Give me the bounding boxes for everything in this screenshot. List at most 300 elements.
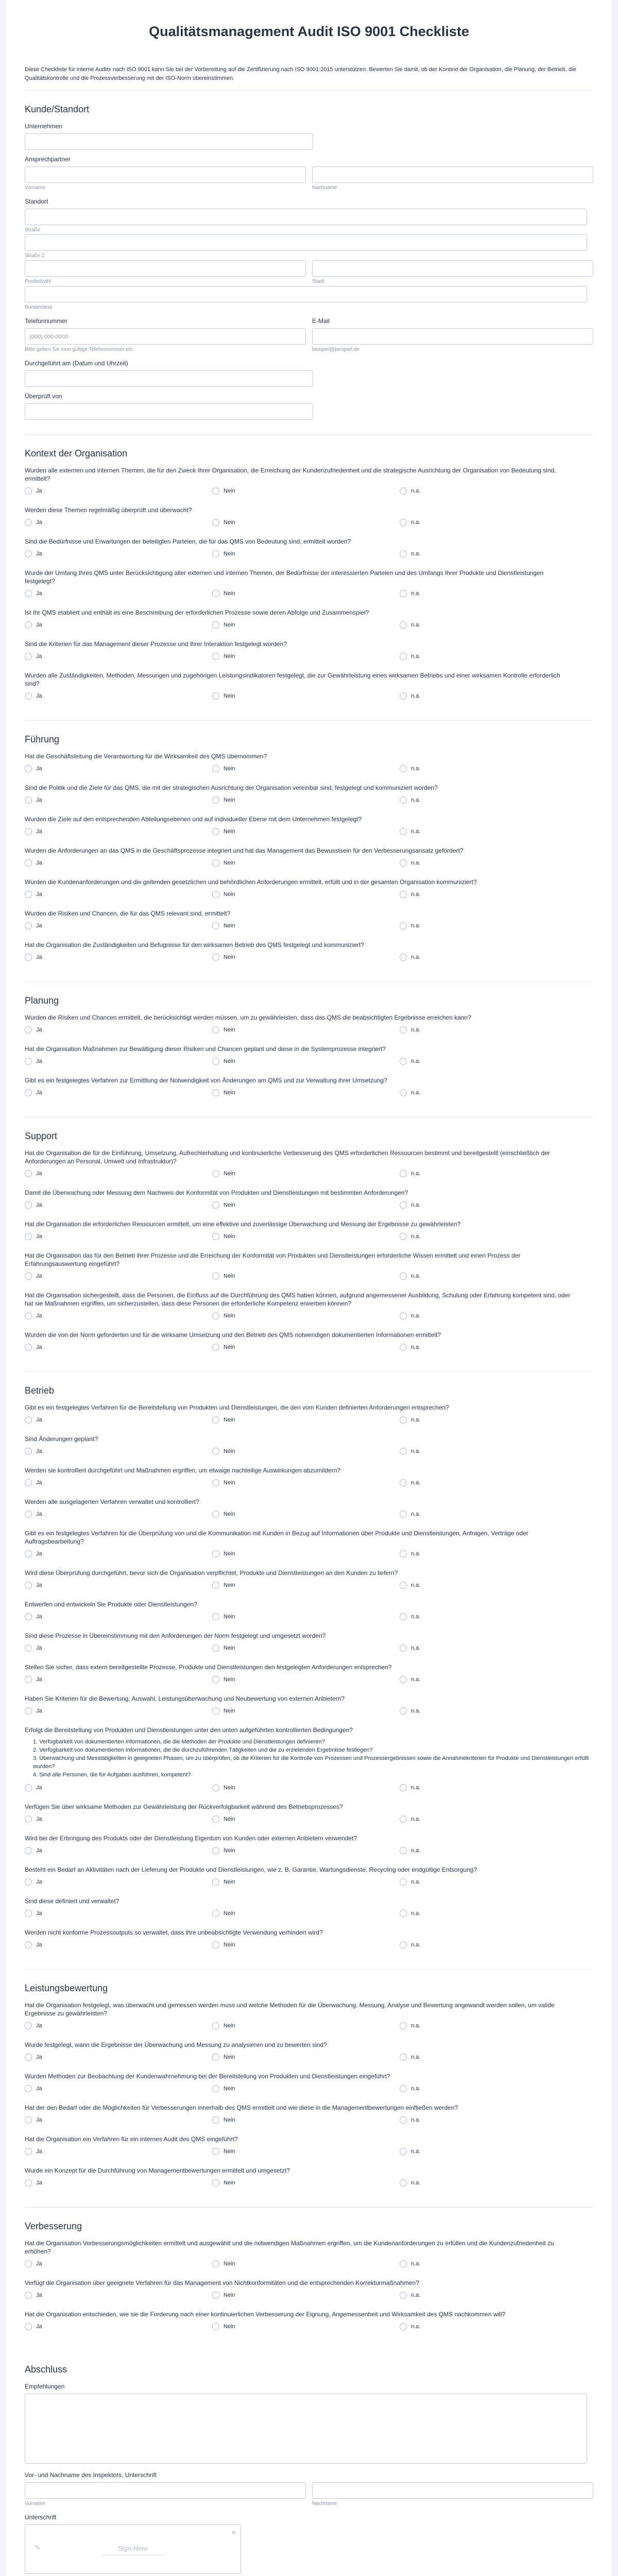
radio-option[interactable] [212, 1511, 400, 1518]
radio-circle[interactable] [400, 1416, 407, 1423]
radio-option[interactable] [25, 1910, 212, 1917]
company-input[interactable] [25, 133, 313, 150]
radio-circle[interactable] [212, 891, 219, 898]
radio-circle[interactable] [400, 1676, 407, 1683]
radio-option[interactable] [25, 954, 212, 961]
radio-circle[interactable] [400, 1089, 407, 1096]
radio-circle[interactable] [212, 2022, 219, 2029]
radio-circle[interactable] [25, 1613, 32, 1620]
radio-option[interactable] [400, 1707, 587, 1715]
radio-option[interactable] [400, 1170, 587, 1177]
radio-circle[interactable] [25, 1816, 32, 1823]
radio-option[interactable] [212, 2260, 400, 2267]
radio-option[interactable] [400, 765, 587, 772]
radio-circle[interactable] [212, 1026, 219, 1033]
radio-option[interactable] [25, 2323, 212, 2330]
radio-circle[interactable] [400, 2260, 407, 2267]
radio-circle[interactable] [400, 1511, 407, 1518]
signature-pad[interactable] [25, 2524, 241, 2574]
radio-circle[interactable] [212, 550, 219, 557]
radio-circle[interactable] [25, 1878, 32, 1886]
radio-option[interactable] [400, 2022, 587, 2029]
radio-option[interactable] [400, 1910, 587, 1917]
radio-option[interactable] [25, 1344, 212, 1351]
radio-circle[interactable] [25, 1550, 32, 1557]
radio-circle[interactable] [25, 519, 32, 526]
radio-circle[interactable] [400, 2179, 407, 2187]
radio-option[interactable] [212, 1273, 400, 1280]
radio-circle[interactable] [212, 2148, 219, 2155]
radio-option[interactable] [212, 1645, 400, 1652]
radio-circle[interactable] [25, 1645, 32, 1652]
radio-option[interactable] [212, 1582, 400, 1589]
radio-option[interactable] [212, 796, 400, 804]
radio-option[interactable] [212, 653, 400, 660]
radio-circle[interactable] [25, 1448, 32, 1455]
radio-option[interactable] [212, 1344, 400, 1351]
inspector-first-name-input[interactable] [25, 2482, 306, 2499]
radio-option[interactable] [400, 653, 587, 660]
radio-option[interactable] [400, 1089, 587, 1096]
radio-circle[interactable] [400, 2116, 407, 2124]
radio-circle[interactable] [212, 1273, 219, 1280]
radio-circle[interactable] [25, 2116, 32, 2124]
radio-option[interactable] [400, 1479, 587, 1486]
radio-circle[interactable] [212, 2292, 219, 2299]
radio-option[interactable] [25, 1784, 212, 1791]
radio-circle[interactable] [25, 1058, 32, 1065]
radio-option[interactable] [25, 1089, 212, 1096]
street2-input[interactable] [25, 234, 587, 251]
radio-option[interactable] [212, 1847, 400, 1854]
radio-circle[interactable] [400, 653, 407, 660]
radio-option[interactable] [25, 2022, 212, 2029]
radio-option[interactable] [25, 621, 212, 629]
radio-circle[interactable] [212, 828, 219, 835]
radio-circle[interactable] [212, 621, 219, 629]
radio-circle[interactable] [25, 2085, 32, 2092]
radio-circle[interactable] [400, 954, 407, 961]
radio-option[interactable] [25, 692, 212, 700]
radio-circle[interactable] [212, 1784, 219, 1791]
radio-option[interactable] [212, 765, 400, 772]
radio-circle[interactable] [400, 1170, 407, 1177]
radio-option[interactable] [25, 1676, 212, 1683]
radio-circle[interactable] [400, 590, 407, 597]
radio-circle[interactable] [25, 2054, 32, 2061]
radio-option[interactable] [25, 1645, 212, 1652]
radio-option[interactable] [400, 1511, 587, 1518]
radio-circle[interactable] [400, 1582, 407, 1589]
radio-circle[interactable] [212, 1847, 219, 1854]
audit-date-input[interactable] [25, 370, 313, 387]
radio-circle[interactable] [212, 1941, 219, 1948]
radio-option[interactable] [212, 1941, 400, 1948]
radio-option[interactable] [400, 859, 587, 867]
radio-circle[interactable] [400, 891, 407, 898]
radio-circle[interactable] [212, 2179, 219, 2187]
radio-option[interactable] [400, 1676, 587, 1683]
radio-option[interactable] [400, 1026, 587, 1033]
radio-option[interactable] [25, 1479, 212, 1486]
radio-option[interactable] [400, 891, 587, 898]
radio-circle[interactable] [212, 2085, 219, 2092]
radio-circle[interactable] [25, 1233, 32, 1240]
radio-circle[interactable] [212, 954, 219, 961]
radio-circle[interactable] [25, 2179, 32, 2187]
audit-by-input[interactable] [25, 403, 313, 420]
radio-circle[interactable] [212, 1089, 219, 1096]
radio-circle[interactable] [400, 1233, 407, 1240]
radio-option[interactable] [212, 1707, 400, 1715]
radio-option[interactable] [400, 2148, 587, 2155]
radio-option[interactable] [400, 1233, 587, 1240]
radio-option[interactable] [400, 1273, 587, 1280]
radio-option[interactable] [212, 1170, 400, 1177]
radio-circle[interactable] [25, 1511, 32, 1518]
radio-circle[interactable] [25, 1416, 32, 1423]
radio-option[interactable] [212, 2179, 400, 2187]
radio-circle[interactable] [212, 1479, 219, 1486]
radio-circle[interactable] [25, 2323, 32, 2330]
radio-option[interactable] [400, 922, 587, 929]
radio-circle[interactable] [400, 519, 407, 526]
radio-circle[interactable] [25, 1847, 32, 1854]
radio-circle[interactable] [25, 1582, 32, 1589]
radio-circle[interactable] [400, 1273, 407, 1280]
radio-circle[interactable] [212, 2054, 219, 2061]
radio-circle[interactable] [400, 765, 407, 772]
radio-circle[interactable] [212, 1170, 219, 1177]
radio-option[interactable] [212, 2022, 400, 2029]
radio-option[interactable] [25, 922, 212, 929]
radio-circle[interactable] [212, 859, 219, 867]
radio-option[interactable] [212, 922, 400, 929]
radio-circle[interactable] [400, 1816, 407, 1823]
radio-circle[interactable] [400, 487, 407, 495]
radio-option[interactable] [212, 1784, 400, 1791]
radio-option[interactable] [25, 1416, 212, 1423]
radio-option[interactable] [400, 487, 587, 495]
radio-option[interactable] [212, 621, 400, 629]
radio-circle[interactable] [212, 1550, 219, 1557]
radio-circle[interactable] [25, 1676, 32, 1683]
radio-option[interactable] [25, 828, 212, 835]
radio-circle[interactable] [400, 1479, 407, 1486]
radio-option[interactable] [400, 1448, 587, 1455]
radio-circle[interactable] [212, 653, 219, 660]
radio-option[interactable] [400, 2085, 587, 2092]
radio-circle[interactable] [25, 1089, 32, 1096]
radio-option[interactable] [400, 692, 587, 700]
radio-option[interactable] [25, 2292, 212, 2299]
radio-option[interactable] [25, 1816, 212, 1823]
radio-option[interactable] [212, 1676, 400, 1683]
radio-circle[interactable] [25, 1201, 32, 1209]
radio-circle[interactable] [25, 954, 32, 961]
radio-circle[interactable] [400, 1058, 407, 1065]
radio-circle[interactable] [212, 1233, 219, 1240]
radio-option[interactable] [25, 2054, 212, 2061]
radio-option[interactable] [400, 519, 587, 526]
radio-option[interactable] [400, 2323, 587, 2330]
radio-option[interactable] [400, 828, 587, 835]
radio-circle[interactable] [25, 550, 32, 557]
street-input[interactable] [25, 209, 587, 225]
radio-option[interactable] [25, 590, 212, 597]
radio-option[interactable] [212, 519, 400, 526]
radio-circle[interactable] [25, 1707, 32, 1715]
radio-option[interactable] [212, 1089, 400, 1096]
radio-circle[interactable] [400, 2022, 407, 2029]
radio-option[interactable] [400, 621, 587, 629]
recommendations-textarea[interactable] [25, 2394, 587, 2464]
radio-circle[interactable] [400, 1448, 407, 1455]
radio-circle[interactable] [212, 796, 219, 804]
radio-circle[interactable] [400, 922, 407, 929]
radio-circle[interactable] [400, 1312, 407, 1319]
radio-option[interactable] [25, 1233, 212, 1240]
radio-option[interactable] [400, 1847, 587, 1854]
radio-circle[interactable] [212, 1511, 219, 1518]
radio-circle[interactable] [400, 796, 407, 804]
radio-option[interactable] [212, 954, 400, 961]
radio-option[interactable] [212, 692, 400, 700]
radio-option[interactable] [212, 2085, 400, 2092]
radio-option[interactable] [25, 1941, 212, 1948]
radio-option[interactable] [400, 2054, 587, 2061]
radio-option[interactable] [25, 765, 212, 772]
radio-circle[interactable] [25, 2148, 32, 2155]
radio-option[interactable] [212, 487, 400, 495]
radio-option[interactable] [400, 590, 587, 597]
radio-circle[interactable] [400, 2292, 407, 2299]
radio-option[interactable] [212, 1233, 400, 1240]
radio-option[interactable] [400, 954, 587, 961]
radio-circle[interactable] [212, 1676, 219, 1683]
radio-circle[interactable] [400, 1613, 407, 1620]
radio-circle[interactable] [212, 1878, 219, 1886]
radio-option[interactable] [25, 1613, 212, 1620]
radio-option[interactable] [25, 2148, 212, 2155]
radio-circle[interactable] [400, 692, 407, 700]
radio-circle[interactable] [400, 621, 407, 629]
zip-input[interactable] [25, 260, 306, 277]
radio-option[interactable] [212, 828, 400, 835]
radio-option[interactable] [25, 1550, 212, 1557]
radio-circle[interactable] [400, 2148, 407, 2155]
radio-circle[interactable] [400, 1878, 407, 1886]
radio-option[interactable] [25, 1582, 212, 1589]
radio-option[interactable] [25, 891, 212, 898]
radio-circle[interactable] [400, 1026, 407, 1033]
radio-circle[interactable] [25, 621, 32, 629]
radio-option[interactable] [25, 1448, 212, 1455]
radio-option[interactable] [400, 1058, 587, 1065]
email-input[interactable] [312, 328, 593, 345]
radio-circle[interactable] [25, 765, 32, 772]
radio-circle[interactable] [400, 1550, 407, 1557]
radio-option[interactable] [400, 1816, 587, 1823]
radio-circle[interactable] [25, 653, 32, 660]
radio-circle[interactable] [212, 1645, 219, 1652]
radio-circle[interactable] [400, 1344, 407, 1351]
radio-option[interactable] [25, 1707, 212, 1715]
radio-option[interactable] [212, 1312, 400, 1319]
radio-option[interactable] [400, 1312, 587, 1319]
radio-option[interactable] [25, 1847, 212, 1854]
radio-option[interactable] [212, 590, 400, 597]
inspector-last-name-input[interactable] [312, 2482, 593, 2499]
radio-option[interactable] [212, 1550, 400, 1557]
radio-option[interactable] [212, 1479, 400, 1486]
radio-circle[interactable] [400, 828, 407, 835]
radio-option[interactable] [25, 519, 212, 526]
city-input[interactable] [312, 260, 593, 277]
radio-circle[interactable] [25, 487, 32, 495]
radio-circle[interactable] [25, 2260, 32, 2267]
radio-circle[interactable] [400, 2054, 407, 2061]
radio-option[interactable] [25, 1878, 212, 1886]
radio-option[interactable] [400, 1550, 587, 1557]
radio-circle[interactable] [212, 487, 219, 495]
radio-circle[interactable] [212, 1416, 219, 1423]
radio-option[interactable] [400, 1941, 587, 1948]
radio-circle[interactable] [25, 692, 32, 700]
radio-circle[interactable] [25, 590, 32, 597]
radio-circle[interactable] [400, 1645, 407, 1652]
radio-circle[interactable] [25, 2292, 32, 2299]
radio-circle[interactable] [25, 1026, 32, 1033]
radio-option[interactable] [400, 550, 587, 557]
radio-option[interactable] [25, 796, 212, 804]
radio-circle[interactable] [25, 1344, 32, 1351]
radio-circle[interactable] [212, 922, 219, 929]
radio-circle[interactable] [25, 1273, 32, 1280]
radio-circle[interactable] [25, 1479, 32, 1486]
radio-circle[interactable] [212, 2260, 219, 2267]
radio-circle[interactable] [25, 859, 32, 867]
radio-circle[interactable] [212, 590, 219, 597]
radio-circle[interactable] [212, 1344, 219, 1351]
radio-option[interactable] [400, 2179, 587, 2187]
radio-circle[interactable] [212, 1058, 219, 1065]
radio-option[interactable] [400, 1416, 587, 1423]
radio-option[interactable] [212, 1448, 400, 1455]
radio-circle[interactable] [400, 1201, 407, 1209]
first-name-input[interactable] [25, 166, 306, 183]
radio-circle[interactable] [400, 1910, 407, 1917]
radio-option[interactable] [212, 2116, 400, 2124]
phone-input[interactable]: (000) 000-0000 [25, 328, 306, 345]
radio-circle[interactable] [400, 1784, 407, 1791]
last-name-input[interactable] [312, 166, 593, 183]
radio-option[interactable] [212, 1201, 400, 1209]
radio-option[interactable] [212, 859, 400, 867]
radio-option[interactable] [25, 1058, 212, 1065]
radio-option[interactable] [25, 1312, 212, 1319]
radio-option[interactable] [400, 1878, 587, 1886]
radio-option[interactable] [212, 1878, 400, 1886]
radio-circle[interactable] [212, 1613, 219, 1620]
radio-option[interactable] [25, 487, 212, 495]
radio-option[interactable] [212, 1613, 400, 1620]
radio-option[interactable] [400, 1645, 587, 1652]
radio-option[interactable] [212, 1416, 400, 1423]
radio-option[interactable] [400, 1582, 587, 1589]
radio-circle[interactable] [212, 1816, 219, 1823]
radio-option[interactable] [400, 2292, 587, 2299]
radio-circle[interactable] [212, 1910, 219, 1917]
radio-option[interactable] [212, 1058, 400, 1065]
radio-option[interactable] [25, 1511, 212, 1518]
radio-option[interactable] [400, 1613, 587, 1620]
clear-icon[interactable]: ✕ [231, 2529, 236, 2536]
radio-option[interactable] [25, 2116, 212, 2124]
radio-option[interactable] [25, 1273, 212, 1280]
radio-option[interactable] [212, 2054, 400, 2061]
radio-option[interactable] [400, 1344, 587, 1351]
radio-option[interactable] [212, 1910, 400, 1917]
radio-circle[interactable] [212, 692, 219, 700]
radio-option[interactable] [400, 1784, 587, 1791]
radio-circle[interactable] [400, 1941, 407, 1948]
radio-option[interactable] [400, 2260, 587, 2267]
radio-option[interactable] [212, 2323, 400, 2330]
radio-circle[interactable] [25, 922, 32, 929]
radio-circle[interactable] [212, 519, 219, 526]
radio-circle[interactable] [212, 1312, 219, 1319]
radio-circle[interactable] [212, 1448, 219, 1455]
radio-circle[interactable] [25, 1170, 32, 1177]
radio-option[interactable] [25, 550, 212, 557]
radio-circle[interactable] [25, 1941, 32, 1948]
radio-option[interactable] [400, 2116, 587, 2124]
radio-circle[interactable] [25, 1910, 32, 1917]
radio-option[interactable] [212, 891, 400, 898]
radio-option[interactable] [25, 653, 212, 660]
radio-circle[interactable] [212, 1707, 219, 1715]
radio-option[interactable] [25, 2179, 212, 2187]
radio-option[interactable] [25, 2085, 212, 2092]
radio-circle[interactable] [400, 1847, 407, 1854]
radio-option[interactable] [212, 1026, 400, 1033]
radio-option[interactable] [25, 859, 212, 867]
radio-circle[interactable] [212, 2116, 219, 2124]
radio-circle[interactable] [212, 1582, 219, 1589]
radio-circle[interactable] [400, 2323, 407, 2330]
radio-circle[interactable] [400, 550, 407, 557]
radio-option[interactable] [25, 1201, 212, 1209]
radio-circle[interactable] [400, 2085, 407, 2092]
radio-option[interactable] [212, 2292, 400, 2299]
radio-circle[interactable] [400, 859, 407, 867]
radio-option[interactable] [400, 796, 587, 804]
radio-circle[interactable] [25, 1784, 32, 1791]
radio-circle[interactable] [25, 796, 32, 804]
radio-option[interactable] [400, 1201, 587, 1209]
radio-option[interactable] [25, 1026, 212, 1033]
country-input[interactable] [25, 286, 587, 302]
radio-circle[interactable] [25, 1312, 32, 1319]
radio-option[interactable] [25, 1170, 212, 1177]
radio-circle[interactable] [212, 1201, 219, 1209]
radio-circle[interactable] [25, 891, 32, 898]
radio-option[interactable] [212, 2148, 400, 2155]
radio-circle[interactable] [25, 828, 32, 835]
radio-option[interactable] [25, 2260, 212, 2267]
radio-circle[interactable] [25, 2022, 32, 2029]
